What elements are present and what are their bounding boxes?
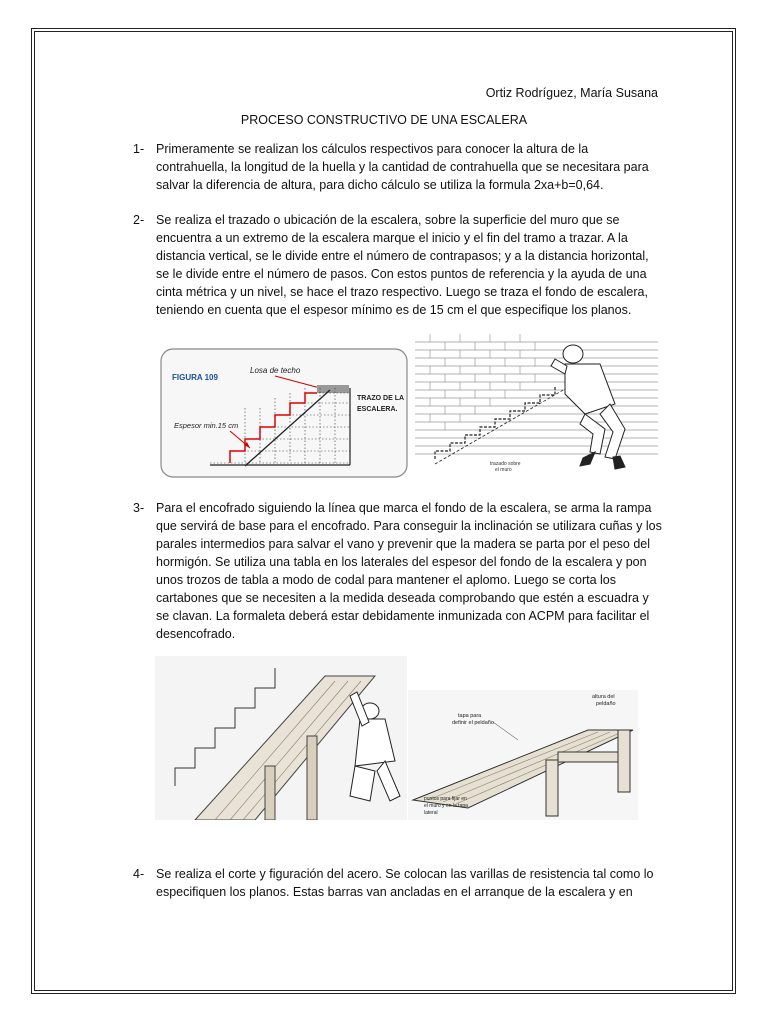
step-4 — [133, 865, 663, 901]
slab-block — [317, 385, 349, 393]
tread-height-label-1: altura del — [592, 694, 615, 700]
thickness-label: Espesor min.15 cm — [174, 421, 239, 430]
board-label-2: definir el peldaño — [452, 720, 494, 726]
board-label-1: tapa para — [458, 713, 482, 719]
step-text: Primeramente se realizan los cálculos respectivos para conocer la altura de la contrahuella, la longitud de la huella y la cantidad de contrahuella que se necesitara para salvar la diferencia de altura, para dicho cálculo se utiliza la formula 2xa+b=0,64. — [156, 142, 649, 192]
step-text: Se realiza el trazado o ubicación de la escalera, sobre la superficie del muro que se encuentra a un extremo de la escalera marque el inicio y el fin del tramo a trazar. A la distancia vertical, se le divide entre el número de contrapasos; y a la distancia horizontal, se le divide entre el número de pasos. Con estos puntos de referencia y la ayuda de una cinta métrica y un nivel, se hace el trazo respectivo. Luego se traza el fondo de escalera, teniendo en cuenta que el espesor mínimo es de 15 cm el que especifique los planos. — [156, 213, 649, 317]
cross-beam — [558, 752, 618, 762]
formwork-detail-illustration — [408, 690, 638, 820]
points-label-3: lateral — [424, 810, 438, 816]
trace-label-line1: TRAZO DE LA — [357, 395, 405, 402]
points-label-2: el muro y en la tapa — [424, 803, 468, 809]
trace-label-line2: ESCALERA. — [357, 406, 398, 413]
wall-caption-line2: el muro — [495, 467, 512, 473]
step-1 — [133, 140, 663, 194]
tread-height-label-2: peldaño — [596, 701, 616, 707]
figure-label: FIGURA 109 — [172, 373, 218, 382]
slab-label: Losa de techo — [250, 366, 301, 375]
step-number: 2- — [133, 213, 145, 227]
leg-post-1 — [546, 760, 558, 816]
wall-caption-line1: trazado sobre — [490, 461, 521, 467]
wall-tracing-illustration — [415, 334, 658, 478]
document-title: PROCESO CONSTRUCTIVO DE UNA ESCALERA — [240, 113, 528, 127]
leg-post-2 — [618, 730, 630, 792]
step-number: 3- — [133, 501, 145, 515]
step-text: Se realiza el corte y figuración del acero. Se colocan las varillas de resistencia tal como lo especifiquen los planos. Estas barras van ancladas en el arranque de la escalera y en — [156, 867, 654, 899]
step-text: Para el encofrado siguiendo la línea que marca el fondo de la escalera, se arma la rampa que servirá de base para el encofrado. Para conseguir la inclinación se utilizara cuñas y los parales intermedios para salvar el vano y prevenir que la madera se parta por el peso del hormigón. Se utiliza una tabla en los laterales del espesor del fondo de la escalera y pon unos trozos de tabla a modo de codal para mantener el aplomo. Luego se corta los cartabones que se necesiten a la medida deseada comprobando que estén a escuadra y se clavan. La formaleta deberá estar debidamente inmunizada con ACPM para facilitar el desencofrado. — [156, 501, 662, 641]
prop-post-2 — [265, 766, 275, 820]
figure-109-diagram — [160, 348, 408, 478]
points-label-1: puntos para fijar en — [424, 796, 467, 802]
step-number: 1- — [133, 142, 145, 156]
step-2 — [133, 211, 663, 319]
author-name: Ortiz Rodríguez, María Susana — [485, 86, 658, 100]
step-number: 4- — [133, 867, 145, 881]
formwork-worker-illustration — [155, 656, 407, 820]
step-3 — [133, 499, 663, 643]
prop-post-1 — [307, 736, 317, 820]
